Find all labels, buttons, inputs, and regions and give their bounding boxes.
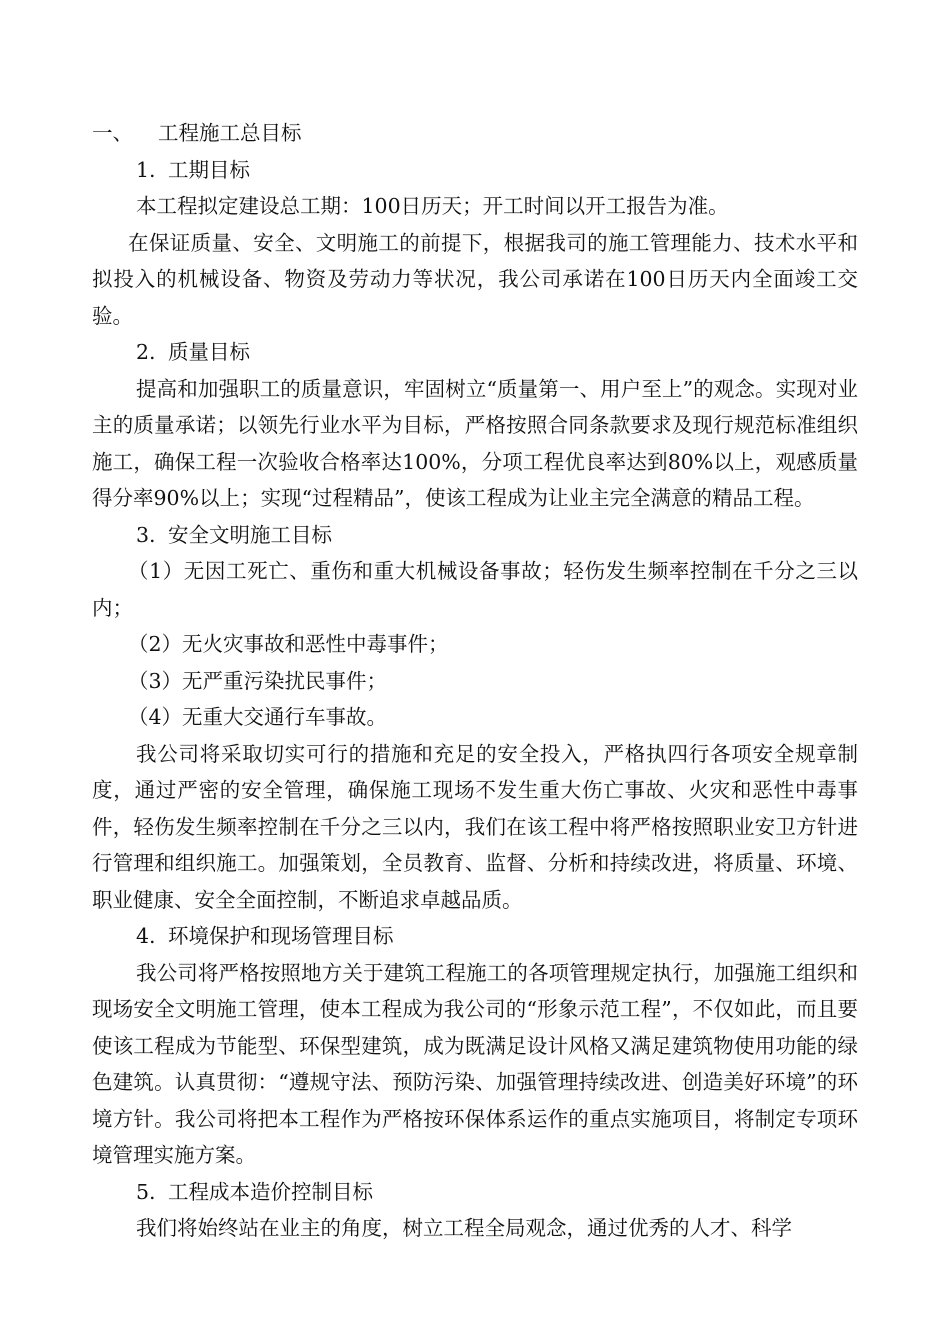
quality-paragraph: 提高和加强职工的质量意识，牢固树立“质量第一、用户至上”的观念。实现对业主的质量承诺；以领先行业水平为目标，严格按照合同条款要求及现行规范标准组织施工，确保工程一次验收合格率达100%，分项工程优良率达到80%以上，观感质量得分率90%以上；实现“过程精品”，使该工程成为让业主完全满意的精品工程。 [92,376,858,510]
subheading-title: 质量目标 [168,340,250,364]
section-heading [92,115,858,152]
subheading-quality [92,334,858,371]
subheading-number: 2. [136,340,156,364]
subheading-title: 环境保护和现场管理目标 [168,924,394,948]
subheading-number: 4. [136,924,156,948]
document-page [92,115,858,1247]
safety-item-2: （2）无火灾事故和恶性中毒事件； [128,632,449,656]
subheading-title: 工期目标 [168,157,250,182]
subheading-title: 工程成本造价控制目标 [168,1179,373,1204]
subheading-title: 安全文明施工目标 [168,522,332,547]
subheading-schedule [92,152,858,189]
section-number: 一、 [92,121,133,145]
subheading-number: 1. [136,157,156,182]
subheading-safety [92,517,858,554]
environment-paragraph: 我公司将严格按照地方关于建筑工程施工的各项管理规定执行，加强施工组织和现场安全文明施工管理，使本工程成为我公司的“形象示范工程”，不仅如此，而且要使该工程成为节能型、环保型建筑，成为既满足设计风格又满足建筑物使用功能的绿色建筑。认真贯彻：“遵规守法、预防污染、加强管理持续改进、创造美好环境”的环境方针。我公司将把本工程作为严格按环保体系运作的重点实施项目，将制定专项环境管理实施方案。 [92,960,858,1167]
safety-item-1: （1）无因工死亡、重伤和重大机械设备事故；轻伤发生频率控制在千分之三以内； [92,559,858,620]
safety-paragraph: 我公司将采取切实可行的措施和充足的安全投入，严格执四行各项安全规章制度，通过严密的安全管理，确保施工现场不发生重大伤亡事故、火灾和恶性中毒事件，轻伤发生频率控制在千分之三以内，我们在该工程中将严格按照职业安卫方针进行管理和组织施工。加强策划，全员教育、监督、分析和持续改进，将质量、环境、职业健康、安全全面控制，不断追求卓越品质。 [92,741,858,912]
subheading-number: 3. [136,522,156,547]
subheading-cost [92,1174,858,1211]
cost-paragraph: 我们将始终站在业主的角度，树立工程全局观念，通过优秀的人才、科学 [136,1216,792,1240]
subheading-environment [92,918,858,955]
safety-item-3: （3）无严重污染扰民事件； [128,668,388,693]
subheading-number: 5. [136,1179,156,1204]
schedule-paragraph-2: 在保证质量、安全、文明施工的前提下，根据我司的施工管理能力、技术水平和拟投入的机械设备、物资及劳动力等状况，我公司承诺在100日历天内全面竣工交验。 [92,230,858,328]
section-title: 工程施工总目标 [158,121,302,145]
schedule-paragraph-1: 本工程拟定建设总工期：100日历天；开工时间以开工报告为准。 [136,194,729,218]
safety-item-4: （4）无重大交通行车事故。 [128,705,388,729]
